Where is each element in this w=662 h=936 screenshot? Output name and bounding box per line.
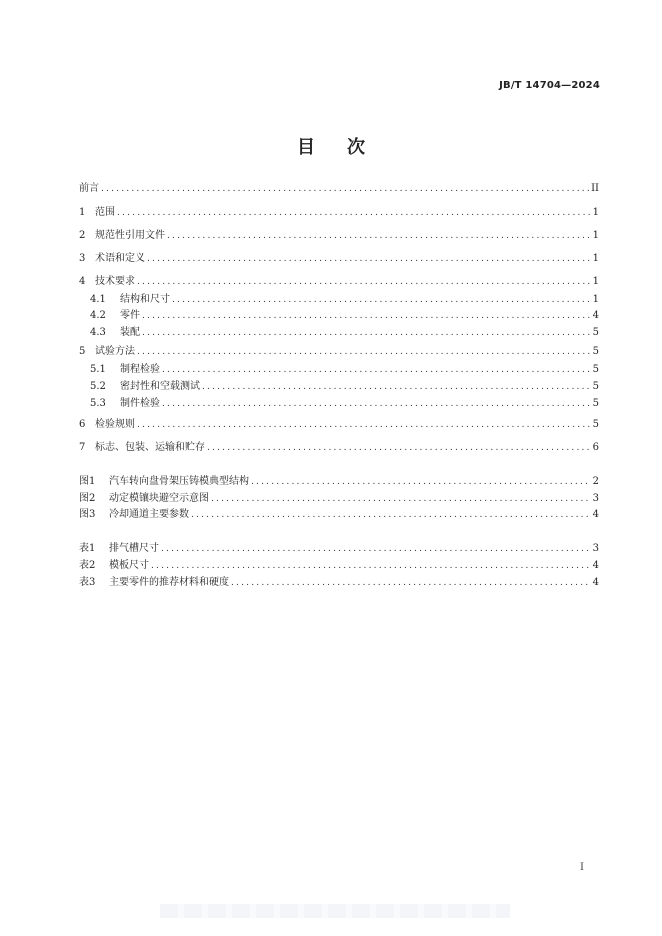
toc-table-entry[interactable] <box>79 542 599 556</box>
toc-entry-number: 1 <box>79 207 86 218</box>
toc-entry-label: 规范性引用文件 <box>95 230 165 241</box>
toc-entry-label: 动定模镶块避空示意图 <box>109 493 209 504</box>
toc-entry-label: 密封性和空载测试 <box>120 381 200 392</box>
toc-entry-page: 5 <box>592 364 599 375</box>
toc-entry[interactable] <box>79 275 599 289</box>
toc-entry-label: 零件 <box>120 310 140 321</box>
toc-entry-page: 1 <box>592 253 599 264</box>
toc-entry-page: 4 <box>592 560 599 571</box>
toc-entry[interactable] <box>79 418 599 432</box>
dot-leader <box>137 275 591 289</box>
toc-entry-page: 5 <box>592 419 599 430</box>
dot-leader <box>211 492 591 506</box>
toc-entry-number: 表3 <box>79 577 96 588</box>
toc-entry-number: 4.2 <box>90 310 106 321</box>
toc-entry-label: 制件检验 <box>120 398 160 409</box>
dot-leader <box>147 252 591 266</box>
toc-entry[interactable] <box>79 345 599 359</box>
toc-entry-label: 模板尺寸 <box>109 560 149 571</box>
toc-subentry[interactable] <box>90 380 599 394</box>
toc-entry-page: 3 <box>592 493 599 504</box>
toc-entry-label: 检验规则 <box>95 419 135 430</box>
toc-entry-number: 图1 <box>79 476 96 487</box>
toc-subentry[interactable] <box>90 309 599 323</box>
toc-entry[interactable] <box>79 252 599 266</box>
toc-entry-number: 5 <box>79 346 86 357</box>
toc-entry-number: 2 <box>79 230 86 241</box>
toc-entry-number: 表2 <box>79 560 96 571</box>
dot-leader <box>151 559 591 573</box>
toc-entry-page: 5 <box>592 327 599 338</box>
toc-entry-label: 范围 <box>95 207 115 218</box>
dot-leader <box>231 576 591 590</box>
dot-leader <box>101 182 589 196</box>
toc-entry-number: 图3 <box>79 509 96 520</box>
toc-entry-label: 标志、包装、运输和贮存 <box>95 442 205 453</box>
toc-subentry[interactable] <box>90 293 599 307</box>
toc-entry-label: 试验方法 <box>95 346 135 357</box>
toc-entry-number: 4 <box>79 276 86 287</box>
watermark <box>160 904 510 918</box>
toc-entry-label: 技术要求 <box>95 276 135 287</box>
toc-entry-label: 结构和尺寸 <box>120 294 170 305</box>
toc-entry-label: 主要零件的推荐材料和硬度 <box>109 577 229 588</box>
toc-entry-number: 3 <box>79 253 86 264</box>
toc-entry-label: 排气槽尺寸 <box>109 543 159 554</box>
dot-leader <box>137 345 591 359</box>
toc-entry-page: 5 <box>592 346 599 357</box>
dot-leader <box>207 441 591 455</box>
toc-entry-number: 7 <box>79 442 86 453</box>
toc-entry-page: 6 <box>592 442 599 453</box>
toc-entry-page: 5 <box>592 398 599 409</box>
dot-leader <box>162 363 591 377</box>
toc-figure-entry[interactable] <box>79 508 599 522</box>
dot-leader <box>137 418 591 432</box>
toc-table-entry[interactable] <box>79 576 599 590</box>
toc-subentry[interactable] <box>90 326 599 340</box>
toc-entry-label: 制程检验 <box>120 364 160 375</box>
toc-entry-number: 4.3 <box>90 327 106 338</box>
dot-leader <box>191 508 591 522</box>
toc-entry[interactable] <box>79 441 599 455</box>
toc-entry-page: 1 <box>592 230 599 241</box>
toc-table-entry[interactable] <box>79 559 599 573</box>
dot-leader <box>251 475 591 489</box>
toc-entry-number: 图2 <box>79 493 96 504</box>
toc-subentry[interactable] <box>90 397 599 411</box>
toc-subentry[interactable] <box>90 363 599 377</box>
page-title: 目次 <box>297 137 397 158</box>
toc-entry-page: 2 <box>592 476 599 487</box>
toc-entry-page: 1 <box>592 276 599 287</box>
toc-entry-label: 前言 <box>79 183 99 194</box>
toc-entry-number: 4.1 <box>90 294 106 305</box>
toc-entry-page: 4 <box>592 509 599 520</box>
toc-entry-foreword[interactable] <box>79 182 599 196</box>
toc-entry-label: 冷却通道主要参数 <box>109 509 189 520</box>
toc-entry-number: 5.1 <box>90 364 106 375</box>
toc-entry-number: 5.3 <box>90 398 106 409</box>
dot-leader <box>167 229 591 243</box>
page-number: I <box>580 862 584 873</box>
toc-entry-page: 4 <box>592 577 599 588</box>
toc-entry-label: 术语和定义 <box>95 253 145 264</box>
dot-leader <box>162 397 591 411</box>
toc-entry[interactable] <box>79 206 599 220</box>
toc-entry-label: 装配 <box>120 327 140 338</box>
toc-figure-entry[interactable] <box>79 475 599 489</box>
dot-leader <box>117 206 591 220</box>
toc-entry-page: 5 <box>592 381 599 392</box>
dot-leader <box>202 380 591 394</box>
toc-entry-page: 1 <box>592 294 599 305</box>
toc-entry[interactable] <box>79 229 599 243</box>
toc-entry-number: 5.2 <box>90 381 106 392</box>
toc-entry-page: 1 <box>592 207 599 218</box>
toc-entry-number: 6 <box>79 419 86 430</box>
toc-entry-page: II <box>591 183 599 194</box>
dot-leader <box>172 293 591 307</box>
toc-entry-number: 表1 <box>79 543 96 554</box>
toc-entry-page: 4 <box>592 310 599 321</box>
standard-code: JB/T 14704—2024 <box>499 80 600 91</box>
dot-leader <box>142 326 591 340</box>
dot-leader <box>142 309 591 323</box>
dot-leader <box>161 542 591 556</box>
toc-entry-page: 3 <box>592 543 599 554</box>
toc-entry-label: 汽车转向盘骨架压铸模典型结构 <box>109 476 249 487</box>
toc-figure-entry[interactable] <box>79 492 599 506</box>
